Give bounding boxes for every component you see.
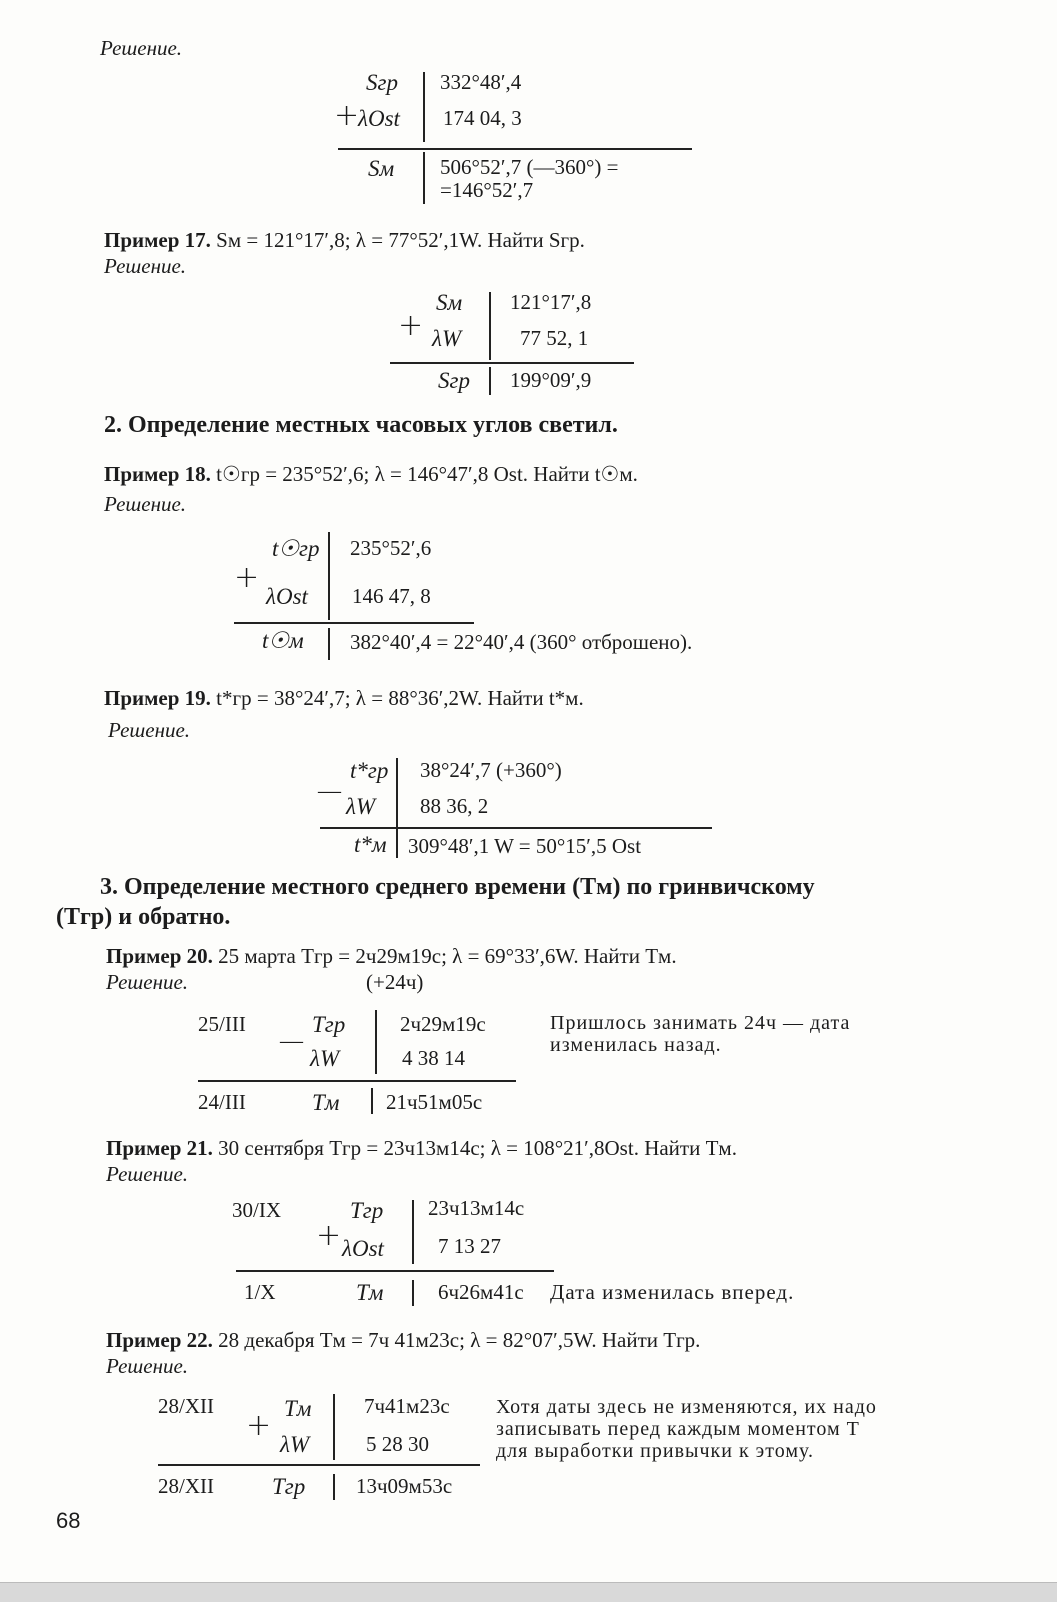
ex22-row1-label: Tм <box>284 1396 312 1421</box>
ex20-borrow: (+24ч) <box>366 970 424 994</box>
ex21-row2-value: 7 13 27 <box>438 1234 501 1258</box>
ex16-result-value-2: =146°52′,7 <box>440 178 534 202</box>
ex22-result-value: 13ч09м53с <box>356 1474 453 1498</box>
ex21-date-2: 1/X <box>244 1280 276 1304</box>
ex18-vertical-rule <box>328 532 330 620</box>
ex20-note: Пришлось занимать 24ч — дата изменилась назад. <box>550 1012 851 1056</box>
scan-bottom-edge <box>0 1582 1057 1602</box>
ex19-heading <box>104 686 584 711</box>
ex19-row1-value: 38°24′,7 (+360°) <box>420 758 562 782</box>
ex17-result-rule <box>489 367 491 395</box>
ex19-sum-rule <box>320 827 712 829</box>
ex21-result-value: 6ч26м41с <box>438 1280 524 1304</box>
ex17-row1-value: 121°17′,8 <box>510 290 592 314</box>
ex18-result-rule <box>328 628 330 660</box>
ex19-result-label: t*м <box>354 832 387 857</box>
ex16-row1-value: 332°48′,4 <box>440 70 522 94</box>
ex18-sign: + <box>234 560 260 595</box>
ex19-statement: t*гр = 38°24′,7; λ = 88°36′,2W. Найти t*м. <box>216 686 584 710</box>
ex20-result-value: 21ч51м05с <box>386 1090 483 1114</box>
ex18-heading <box>104 462 638 487</box>
ex19-vertical-rule <box>396 758 398 858</box>
ex20-row1-label: Tгр <box>312 1012 346 1037</box>
ex21-note: Дата изменилась вперед. <box>550 1280 795 1304</box>
ex16-result-value-1: 506°52′,7 (—360°) = <box>440 155 619 179</box>
ex20-result-rule <box>371 1088 373 1114</box>
ex16-sum-rule <box>338 148 692 150</box>
ex22-result-rule <box>333 1474 335 1500</box>
ex20-date-2: 24/III <box>198 1090 246 1114</box>
ex22-date-2: 28/XII <box>158 1474 214 1498</box>
ex18-statement: t☉гр = 235°52′,6; λ = 146°47′,8 Ost. Найти t☉м. <box>216 462 638 486</box>
ex17-row1-label: Sм <box>436 290 463 315</box>
ex19-result-value: 309°48′,1 W = 50°15′,5 Ost <box>408 834 642 858</box>
ex17-sign: + <box>398 308 424 343</box>
ex16-row1-label: Sгр <box>366 70 398 95</box>
ex20-solution-label: Решение. <box>106 970 189 994</box>
ex22-heading <box>106 1328 700 1353</box>
ex20-sum-rule <box>198 1080 516 1082</box>
ex16-sign: + <box>334 98 360 133</box>
ex21-row2-label: λOst <box>342 1236 384 1261</box>
ex22-result-label: Tгр <box>272 1474 306 1499</box>
ex16-row2-label: λOst <box>358 106 400 131</box>
ex22-row1-value: 7ч41м23с <box>364 1394 450 1418</box>
ex19-sign: — <box>318 778 341 803</box>
ex22-sign: + <box>246 1408 272 1443</box>
solution-label: Решение. <box>100 36 183 60</box>
ex21-vertical-rule <box>412 1200 414 1264</box>
ex20-row2-value: 4 38 14 <box>402 1046 465 1070</box>
ex18-row2-label: λOst <box>266 584 308 609</box>
ex17-vertical-rule <box>489 292 491 360</box>
ex20-row1-value: 2ч29м19с <box>400 1012 486 1036</box>
ex21-solution-label: Решение. <box>106 1162 189 1186</box>
ex16-vertical-rule <box>423 72 425 142</box>
ex17-heading <box>104 228 585 253</box>
ex17-title: Пример 17. <box>104 228 211 252</box>
ex20-heading <box>106 944 677 969</box>
ex21-result-rule <box>412 1280 414 1306</box>
ex21-title: Пример 21. <box>106 1136 213 1160</box>
ex21-row1-value: 23ч13м14с <box>428 1196 525 1220</box>
ex18-title: Пример 18. <box>104 462 211 486</box>
ex18-result-label: t☉м <box>262 628 304 653</box>
ex20-sign: — <box>280 1028 303 1053</box>
ex21-sign: + <box>316 1218 342 1253</box>
section-3-heading-line-2: (Tгр) и обратно. <box>56 904 231 930</box>
ex21-row1-label: Tгр <box>350 1198 384 1223</box>
ex17-result-value: 199°09′,9 <box>510 368 592 392</box>
ex17-sum-rule <box>390 362 634 364</box>
ex17-row2-value: 77 52, 1 <box>520 326 589 350</box>
ex18-row1-value: 235°52′,6 <box>350 536 432 560</box>
page-number: 68 <box>56 1508 81 1533</box>
ex20-row2-label: λW <box>310 1046 340 1071</box>
section-3-heading-line-1: 3. Определение местного среднего времени (Tм) по гринвичскому <box>100 874 815 900</box>
ex21-statement: 30 сентября Tгр = 23ч13м14с; λ = 108°21′,8Ost. Найти Tм. <box>218 1136 737 1160</box>
ex22-title: Пример 22. <box>106 1328 213 1352</box>
ex16-row2-value: 174 04, 3 <box>443 106 522 130</box>
ex22-solution-label: Решение. <box>106 1354 189 1378</box>
ex18-sum-rule <box>234 622 474 624</box>
ex18-row2-value: 146 47, 8 <box>352 584 431 608</box>
ex21-result-label: Tм <box>356 1280 384 1305</box>
ex16-result-rule <box>423 152 425 204</box>
ex21-heading <box>106 1136 737 1161</box>
ex17-row2-label: λW <box>432 326 462 351</box>
ex16-result-label: Sм <box>368 156 395 181</box>
ex19-solution-label: Решение. <box>108 718 191 742</box>
ex19-row2-label: λW <box>346 794 376 819</box>
ex21-sum-rule <box>236 1270 554 1272</box>
ex21-date-1: 30/IX <box>232 1198 281 1222</box>
ex17-solution-label: Решение. <box>104 254 187 278</box>
ex20-date-1: 25/III <box>198 1012 246 1036</box>
ex22-row2-label: λW <box>280 1432 310 1457</box>
ex20-statement: 25 марта Tгр = 2ч29м19с; λ = 69°33′,6W. Найти Tм. <box>218 944 677 968</box>
ex18-result-value: 382°40′,4 = 22°40′,4 (360° отброшено). <box>350 630 693 654</box>
ex20-vertical-rule <box>375 1010 377 1074</box>
ex22-date-1: 28/XII <box>158 1394 214 1418</box>
section-2-heading: 2. Определение местных часовых углов светил. <box>104 412 618 438</box>
ex19-row2-value: 88 36, 2 <box>420 794 489 818</box>
ex18-solution-label: Решение. <box>104 492 187 516</box>
ex19-title: Пример 19. <box>104 686 211 710</box>
ex22-row2-value: 5 28 30 <box>366 1432 429 1456</box>
ex17-result-label: Sгр <box>438 368 470 393</box>
ex19-row1-label: t*гр <box>350 758 389 783</box>
ex20-title: Пример 20. <box>106 944 213 968</box>
ex22-sum-rule <box>158 1464 480 1466</box>
ex22-vertical-rule <box>333 1394 335 1460</box>
ex22-note: Хотя даты здесь не изменяются, их надо записывать перед каждым моментом T для выработки привычки к этому. <box>496 1396 877 1462</box>
ex17-statement: Sм = 121°17′,8; λ = 77°52′,1W. Найти Sгр. <box>216 228 585 252</box>
ex20-result-label: Tм <box>312 1090 340 1115</box>
ex18-row1-label: t☉гр <box>272 536 320 561</box>
ex22-statement: 28 декабря Tм = 7ч 41м23с; λ = 82°07′,5W. Найти Tгр. <box>218 1328 701 1352</box>
